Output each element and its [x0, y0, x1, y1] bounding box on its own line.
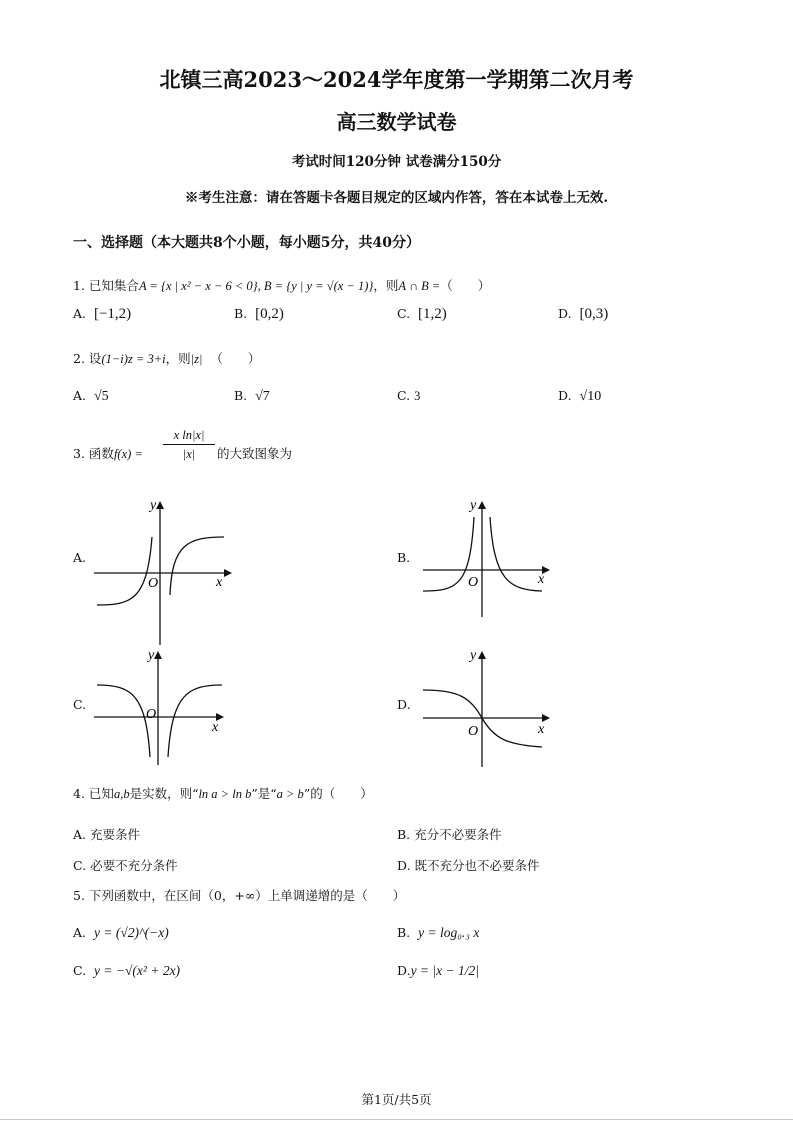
question-stem-mid: ，则 [165, 351, 191, 366]
q1-option-b: B. [0,2) [234, 306, 284, 322]
exam-subtitle: 高三数学试卷 [336, 110, 457, 134]
question-4: 4. 已知a,b是实数，则“ln a > ln b”是“a > b”的（ ） [73, 786, 373, 801]
question-number: 4. [73, 786, 85, 801]
graph-b [418, 495, 558, 620]
axis-x-label: x [212, 720, 219, 735]
graph-a [92, 495, 232, 650]
graph-label-b: B. [397, 550, 411, 565]
q5-option-c: C. y = −√(x² + 2x) [73, 963, 181, 978]
page-footer: 第1页/共5页 [361, 1092, 432, 1107]
q5-option-b: B. y = log₀.₃ x [397, 925, 480, 940]
section-heading: 一、选择题（本大题共8个小题，每小题5分，共40分） [73, 235, 420, 251]
q1-option-d: D. [0,3) [558, 306, 609, 322]
q2-option-a: A. √5 [73, 388, 109, 404]
q4-option-b: B. 充分不必要条件 [397, 827, 502, 842]
q4-option-d: D. 既不充分也不必要条件 [397, 858, 540, 873]
question-3 [73, 444, 143, 462]
q2-option-c: C. 3 [397, 388, 421, 403]
question-stem: 下列函数中，在区间（0，+∞）上单调递增的是（ ） [88, 888, 406, 903]
graph-c [92, 645, 232, 770]
axis-y-label: y [148, 648, 155, 663]
x-axis-arrow [224, 569, 232, 577]
axis-x-label: x [538, 572, 545, 587]
question-number: 2. [73, 351, 85, 366]
answer-paren: （ ） [440, 278, 491, 293]
question-stem: 已知集合 [88, 278, 139, 293]
fraction [163, 428, 215, 462]
curve-left [97, 685, 150, 757]
q1-option-c: C. [1,2) [397, 306, 447, 322]
vars: a,b [113, 787, 130, 801]
axis-y-label: y [470, 498, 477, 513]
y-axis-arrow [154, 651, 162, 659]
intersection-expr: A ∩ B = [398, 279, 441, 293]
graph-label-d: D. [397, 697, 411, 712]
exam-meta: 考试时间120分钟 试卷满分150分 [291, 154, 502, 170]
exam-title: 北镇三高2023～2024学年度第一学期第二次月考 [159, 67, 634, 92]
fraction-denominator: |x| [182, 447, 196, 461]
bottom-divider [0, 1119, 793, 1120]
question-number: 3. [73, 446, 85, 461]
curve-right [490, 517, 542, 591]
answer-paren: （ ） [210, 351, 261, 366]
question-number: 5. [73, 888, 85, 903]
y-axis-arrow [156, 501, 164, 509]
axis-y-label: y [150, 498, 157, 513]
question-stem: 设 [88, 351, 102, 366]
exam-notice: ※考生注意：请在答题卡各题目规定的区域内作答，答在本试卷上无效. [184, 190, 609, 206]
graph-label-c: C. [73, 697, 87, 712]
equation: (1−i)z = 3+i [101, 352, 166, 366]
origin-label: O [148, 576, 159, 591]
question-5 [73, 886, 405, 904]
origin-label: O [468, 724, 479, 739]
q5-option-a: A. y = (√2)^(−x) [73, 925, 169, 940]
condition-2: a > b [276, 787, 304, 801]
q1-option-a: A. [−1,2) [73, 306, 132, 322]
graph-d [418, 645, 558, 770]
y-axis-arrow [478, 651, 486, 659]
q5-option-d: D.y = |x − 1/2| [397, 963, 479, 978]
x-axis-arrow [542, 714, 550, 722]
set-a: A = {x | x² − x − 6 < 0} [138, 279, 258, 293]
condition-1: ln a > ln b [198, 787, 252, 801]
func-lhs: f(x) = [113, 447, 143, 461]
question-number: 1. [73, 278, 85, 293]
q4-option-a: A. 充要条件 [73, 827, 140, 842]
question-stem: 函数 [88, 446, 114, 461]
axis-x-label: x [216, 575, 223, 590]
origin-label: O [468, 575, 479, 590]
axis-y-label: y [470, 648, 477, 663]
fraction-numerator: x ln|x| [163, 428, 215, 445]
question-1: 1. 已知集合A = {x | x² − x − 6 < 0}, B = {y | y = √(x − 1)}，则A ∩ B =（ ） [73, 278, 491, 293]
y-axis-arrow [478, 501, 486, 509]
question-3-post: 的大致图象为 [217, 446, 293, 461]
q4-option-c: C. 必要不充分条件 [73, 858, 178, 873]
origin-label: O [146, 707, 157, 722]
q2-option-b: B. √7 [234, 388, 270, 404]
curve-left [423, 517, 474, 591]
axis-x-label: x [538, 722, 545, 737]
question-stem-mid: ，则 [373, 278, 399, 293]
graph-label-a: A. [73, 550, 87, 565]
set-b: B = {y | y = √(x − 1)} [263, 279, 374, 293]
abs-z: |z| [190, 352, 203, 366]
q2-option-d: D. √10 [558, 388, 602, 404]
curve-left [97, 537, 152, 605]
question-2 [73, 349, 260, 367]
